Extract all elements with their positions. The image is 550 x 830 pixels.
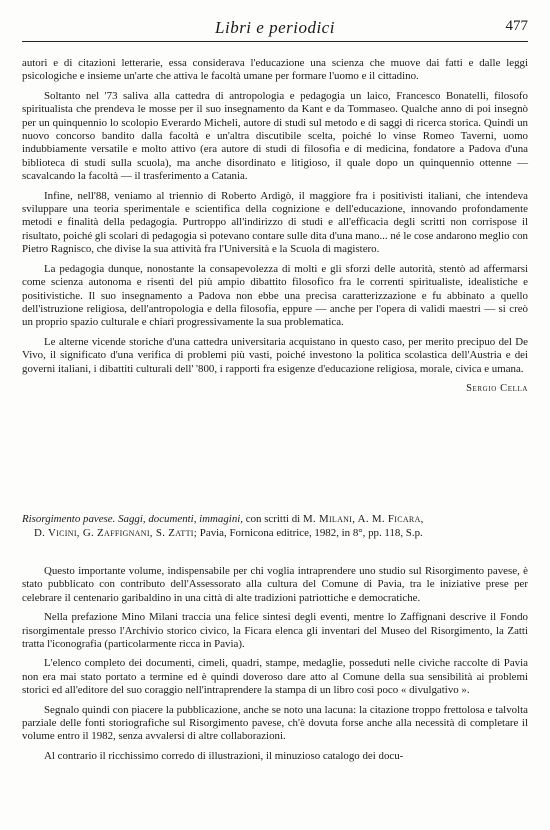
review-book-title: Risorgimento pavese. Saggi, documenti, immagini, [22,513,244,525]
header-rule [22,41,528,42]
review-paragraph-5: Al contrario il ricchissimo corredo di illustrazioni, il minuzioso catalogo dei docu- [44,749,404,762]
article-paragraph-5: Le alterne vicende storiche d'una cattedra universitaria acquistano in questo caso, per merito precipuo del De Vivo, il significato d'una verifica di problemi più vasti, poiché investono la politica scolastica dell'Austria e dei governi italiani, i dibattiti culturali dell' '800, i rapporti fra esigenze d'educazione religiosa, morale, civica e umana. [22,335,528,375]
author-signature: Sergio Cella [466,382,528,394]
review-authors-line-1: M. Milani, A. M. Ficara, [302,513,424,525]
review-publication-info: Pavia, Fornicona editrice, 1982, in 8°, pp. 118, S.p. [199,527,423,540]
review-paragraph-4: Segnalo quindi con piacere la pubblicazione, anche se noto una lacuna: la citazione troppo frettolosa e talvolta parziale delle fonti storiografiche sul Risorgimento pavese, ch'è dovuta forse anche alla necessità di completare il volume entro il 1982, senza avvalersi di altre collaborazioni. [22,703,528,743]
review-paragraph-3: L'elenco completo dei documenti, cimeli, quadri, stampe, medaglie, posseduti nelle civiche raccolte di Pavia non era mai stato portato a termine ed è quindi doveroso dare atto al Comune della sua sensibilità ai problemi storici ed all'editore del suo coraggio nell'intraprendere la stampa di un libro così poco « divulgativo ». [22,657,528,697]
article-continuation [22,57,528,401]
review-body [22,565,528,769]
article-paragraph-4: La pedagogia dunque, nonostante la consapevolezza di molti e gli sforzi delle autorità, stentò ad affermarsi come scienza autonoma e risentì del più ampio dibattito filosofico fra le correnti spiritualiste, idealistiche e positivistiche. Il suo insegnamento a Padova non ebbe una precisa caratterizzazione e fu abbinato a quello dell'istruzione religiosa, dell'antropologia e della filosofia, eppure — anche per l'opera di validi maestri — si creò un proprio spazio culturale e chiarì progressivamente la sua problematica. [22,262,528,329]
review-heading [22,512,528,540]
page-number: 477 [505,18,528,34]
review-paragraph-1: Questo importante volume, indispensabile per chi voglia intraprendere uno studio sul Risorgimento pavese, è stato pubblicato con contributo dell'Assessorato alla cultura del Comune di Pavia, tra le iniziative prese per celebrare il centenario garibaldino in una città di alte tradizioni patriottiche e democratiche. [22,565,528,604]
running-title: Libri e periodici [215,18,335,37]
review-heading-line-1 [22,512,528,526]
review-paragraph-2: Nella prefazione Mino Milani traccia una felice sintesi degli eventi, mentre lo Zaffignani descrive il Fondo risorgimentale presso l'Archivio storico civico, la Ficara elenca gli inventari del Museo del Risorgimento, la Zatti tratta l'iconografia (particolarmente ricca in Pavia). [22,611,528,651]
article-paragraph-1: autori e di citazioni letterarie, essa considerava l'educazione una scienza che muove dai fatti e dalle leggi psicologiche e insieme un'arte che attiva le facoltà umane per formare l'uomo e il cittadino. [22,57,528,83]
article-paragraph-2: Soltanto nel '73 saliva alla cattedra di antropologia e pedagogia un laico, Francesco Bonatelli, filosofo spiritualista che prendeva le mosse per il suo insegnamento da Kant e da Tommaseo. Qualche anno di poi insegnò per un quinquennio lo scolopio Everardo Micheli, autore di studi sul metodo e di saggi di ricerca storica. Quindi un nuovo concorso bandito dalla facoltà e un'altra discutibile scelta, poiché lo vinse Romeo Taverni, uomo indubbiamente versatile e molto attivo (era autore di studi di filosofia e di medicina, fondatore a Padova d'una biblioteca di studi sulla scuola), ma anche disordinato e litigioso, il quale dopo un quinquennio ottenne — scavalcando la facoltà — il trasferimento a Catania. [22,89,528,183]
running-header [22,18,528,38]
review-heading-line-2 [22,526,528,540]
review-authors-intro: con scritti di [245,513,301,525]
article-paragraph-3: Infine, nell'88, veniamo al triennio di Roberto Ardigò, il maggiore fra i positivisti italiani, che intendeva sviluppare una teoria sperimentale e scientifica della cognizione e dell'educazione, innovando profondamente metodi e finalità della pedagogia. Purtroppo all'indirizzo di studi e all'efficacia degli scritti non corrispose il risultato, poiché gli scolari di pedagogia si potevano contare sulle dita d'una mano... né le cose andarono meglio con Pietro Ragnisco, che divise la sua attività fra l'Università e la Scuola di magistero. [22,189,528,256]
review-authors-line-2: D. Vicini, G. Zaffignani, S. Zatti; [34,527,198,540]
